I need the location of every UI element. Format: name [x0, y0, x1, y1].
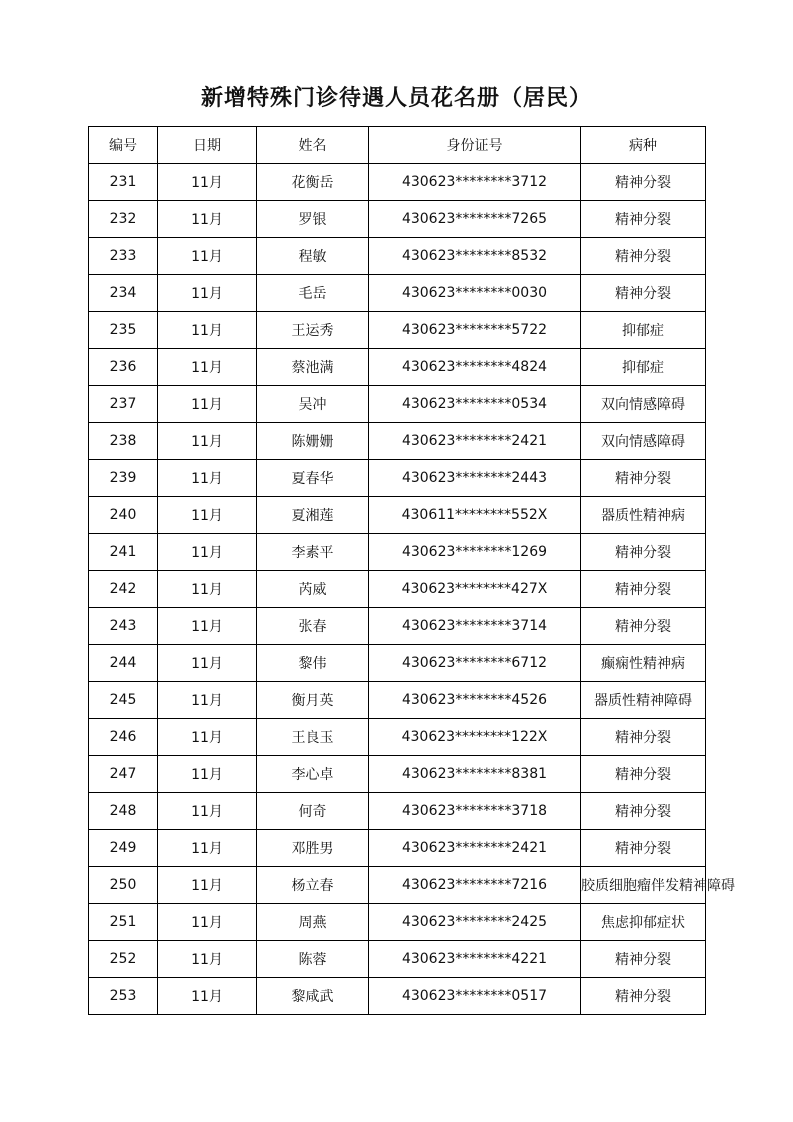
cell-disease — [581, 460, 706, 497]
cell-no: 241 — [89, 534, 158, 571]
cell-name: 花衡岳 — [257, 164, 369, 201]
cell-disease — [581, 423, 706, 460]
table-row — [89, 904, 706, 941]
cell-disease — [581, 386, 706, 423]
table-row — [89, 756, 706, 793]
cell-disease — [581, 904, 706, 941]
cell-disease — [581, 275, 706, 312]
cell-name: 毛岳 — [257, 275, 369, 312]
cell-id-number: 430623********0534 — [369, 386, 581, 423]
cell-no: 243 — [89, 608, 158, 645]
cell-disease-text: 焦虑抑郁症状 — [601, 915, 685, 931]
cell-disease-text: 抑郁症 — [622, 323, 664, 339]
cell-no: 251 — [89, 904, 158, 941]
cell-id-number: 430623********3718 — [369, 793, 581, 830]
cell-disease — [581, 238, 706, 275]
cell-name: 陈蓉 — [257, 941, 369, 978]
cell-id-number: 430623********7216 — [369, 867, 581, 904]
cell-name: 蔡池满 — [257, 349, 369, 386]
cell-id-number: 430623********8532 — [369, 238, 581, 275]
table-row — [89, 978, 706, 1015]
cell-no: 235 — [89, 312, 158, 349]
cell-no: 249 — [89, 830, 158, 867]
cell-id-number: 430623********3714 — [369, 608, 581, 645]
cell-disease-text: 精神分裂 — [615, 619, 671, 635]
cell-date: 11月 — [158, 645, 257, 682]
cell-date: 11月 — [158, 238, 257, 275]
cell-name: 王良玉 — [257, 719, 369, 756]
cell-disease — [581, 608, 706, 645]
cell-name: 罗银 — [257, 201, 369, 238]
cell-name: 黎咸武 — [257, 978, 369, 1015]
cell-disease — [581, 312, 706, 349]
cell-id-number: 430623********2421 — [369, 423, 581, 460]
cell-date: 11月 — [158, 793, 257, 830]
cell-date: 11月 — [158, 682, 257, 719]
cell-id-number: 430623********6712 — [369, 645, 581, 682]
cell-disease — [581, 941, 706, 978]
page-title: 新增特殊门诊待遇人员花名册（居民） — [200, 85, 592, 111]
table-row — [89, 719, 706, 756]
table-row — [89, 830, 706, 867]
cell-id-number: 430623********4824 — [369, 349, 581, 386]
cell-disease — [581, 164, 706, 201]
table-row — [89, 645, 706, 682]
cell-disease — [581, 793, 706, 830]
table-row — [89, 386, 706, 423]
cell-date: 11月 — [158, 756, 257, 793]
cell-no: 236 — [89, 349, 158, 386]
table-row — [89, 349, 706, 386]
cell-no: 250 — [89, 867, 158, 904]
cell-disease-text: 精神分裂 — [615, 841, 671, 857]
cell-disease-text: 精神分裂 — [615, 804, 671, 820]
cell-disease — [581, 719, 706, 756]
table-row — [89, 571, 706, 608]
cell-date: 11月 — [158, 941, 257, 978]
cell-name: 衡月英 — [257, 682, 369, 719]
table-row — [89, 497, 706, 534]
cell-disease — [581, 756, 706, 793]
cell-no: 231 — [89, 164, 158, 201]
cell-no: 244 — [89, 645, 158, 682]
cell-id-number: 430623********2421 — [369, 830, 581, 867]
cell-date: 11月 — [158, 534, 257, 571]
table-row — [89, 201, 706, 238]
cell-disease-text: 双向情感障碍 — [601, 397, 685, 413]
cell-name: 芮威 — [257, 571, 369, 608]
cell-disease — [581, 497, 706, 534]
cell-id-number: 430623********1269 — [369, 534, 581, 571]
cell-disease — [581, 349, 706, 386]
cell-date: 11月 — [158, 423, 257, 460]
table-body — [89, 164, 735, 1015]
table-row — [89, 238, 706, 275]
cell-name: 张春 — [257, 608, 369, 645]
cell-disease-text: 精神分裂 — [615, 952, 671, 968]
cell-disease — [581, 830, 706, 867]
cell-id-number: 430623********0517 — [369, 978, 581, 1015]
cell-id-number: 430623********2425 — [369, 904, 581, 941]
roster-table — [88, 126, 735, 1015]
cell-disease-text: 器质性精神障碍 — [594, 693, 692, 709]
cell-name: 夏湘莲 — [257, 497, 369, 534]
cell-id-number: 430623********7265 — [369, 201, 581, 238]
cell-name: 黎伟 — [257, 645, 369, 682]
cell-disease — [581, 978, 706, 1015]
cell-id-number: 430623********122X — [369, 719, 581, 756]
cell-no: 242 — [89, 571, 158, 608]
cell-date: 11月 — [158, 201, 257, 238]
cell-name: 吴冲 — [257, 386, 369, 423]
table-row — [89, 275, 706, 312]
header-no: 编号 — [89, 127, 158, 164]
cell-disease — [581, 682, 706, 719]
header-id-number: 身份证号 — [369, 127, 581, 164]
cell-id-number: 430623********427X — [369, 571, 581, 608]
cell-date: 11月 — [158, 867, 257, 904]
cell-disease-text: 抑郁症 — [622, 360, 664, 376]
cell-date: 11月 — [158, 164, 257, 201]
table-row — [89, 534, 706, 571]
table-row — [89, 682, 706, 719]
cell-name: 邓胜男 — [257, 830, 369, 867]
cell-id-number: 430623********5722 — [369, 312, 581, 349]
cell-date: 11月 — [158, 571, 257, 608]
cell-no: 246 — [89, 719, 158, 756]
cell-date: 11月 — [158, 460, 257, 497]
table-row — [89, 312, 706, 349]
cell-name: 王运秀 — [257, 312, 369, 349]
cell-no: 234 — [89, 275, 158, 312]
cell-disease-text: 精神分裂 — [615, 286, 671, 302]
cell-disease-text: 双向情感障碍 — [601, 434, 685, 450]
cell-disease — [581, 534, 706, 571]
cell-id-number: 430623********4221 — [369, 941, 581, 978]
table-row — [89, 608, 706, 645]
cell-name: 周燕 — [257, 904, 369, 941]
cell-disease — [581, 201, 706, 238]
cell-date: 11月 — [158, 830, 257, 867]
cell-no: 232 — [89, 201, 158, 238]
cell-id-number: 430623********0030 — [369, 275, 581, 312]
cell-no: 252 — [89, 941, 158, 978]
cell-no: 245 — [89, 682, 158, 719]
cell-id-number: 430623********3712 — [369, 164, 581, 201]
cell-disease — [581, 867, 735, 904]
cell-date: 11月 — [158, 608, 257, 645]
table-row — [89, 164, 706, 201]
table-row — [89, 460, 706, 497]
cell-disease-text: 精神分裂 — [615, 767, 671, 783]
table-header-row — [89, 127, 706, 164]
header-date: 日期 — [158, 127, 257, 164]
cell-no: 248 — [89, 793, 158, 830]
table-row — [89, 941, 706, 978]
cell-name: 程敏 — [257, 238, 369, 275]
cell-name: 李心卓 — [257, 756, 369, 793]
cell-date: 11月 — [158, 904, 257, 941]
cell-name: 何奇 — [257, 793, 369, 830]
cell-name: 杨立春 — [257, 867, 369, 904]
cell-id-number: 430623********8381 — [369, 756, 581, 793]
cell-no: 239 — [89, 460, 158, 497]
cell-no: 240 — [89, 497, 158, 534]
header-name: 姓名 — [257, 127, 369, 164]
cell-disease-text: 精神分裂 — [615, 249, 671, 265]
cell-date: 11月 — [158, 497, 257, 534]
cell-date: 11月 — [158, 312, 257, 349]
cell-date: 11月 — [158, 978, 257, 1015]
cell-disease-text: 精神分裂 — [615, 989, 671, 1005]
cell-disease-text: 胶质细胞瘤伴发精神障碍 — [581, 878, 735, 894]
cell-no: 237 — [89, 386, 158, 423]
cell-disease — [581, 571, 706, 608]
cell-disease-text: 器质性精神病 — [601, 508, 685, 524]
cell-disease-text: 癫痫性精神病 — [601, 656, 685, 672]
cell-id-number: 430623********2443 — [369, 460, 581, 497]
cell-name: 夏春华 — [257, 460, 369, 497]
table-row — [89, 793, 706, 830]
cell-no: 233 — [89, 238, 158, 275]
cell-id-number: 430611********552X — [369, 497, 581, 534]
cell-disease-text: 精神分裂 — [615, 471, 671, 487]
header-disease: 病种 — [581, 127, 706, 164]
cell-date: 11月 — [158, 349, 257, 386]
cell-name: 李素平 — [257, 534, 369, 571]
cell-date: 11月 — [158, 275, 257, 312]
cell-disease-text: 精神分裂 — [615, 730, 671, 746]
cell-date: 11月 — [158, 719, 257, 756]
table-row — [89, 867, 706, 904]
cell-disease — [581, 645, 706, 682]
cell-no: 253 — [89, 978, 158, 1015]
cell-no: 247 — [89, 756, 158, 793]
cell-name: 陈姗姗 — [257, 423, 369, 460]
cell-disease-text: 精神分裂 — [615, 212, 671, 228]
cell-disease-text: 精神分裂 — [615, 582, 671, 598]
cell-date: 11月 — [158, 386, 257, 423]
cell-disease-text: 精神分裂 — [615, 545, 671, 561]
cell-id-number: 430623********4526 — [369, 682, 581, 719]
cell-no: 238 — [89, 423, 158, 460]
cell-disease-text: 精神分裂 — [615, 175, 671, 191]
table-row — [89, 423, 706, 460]
